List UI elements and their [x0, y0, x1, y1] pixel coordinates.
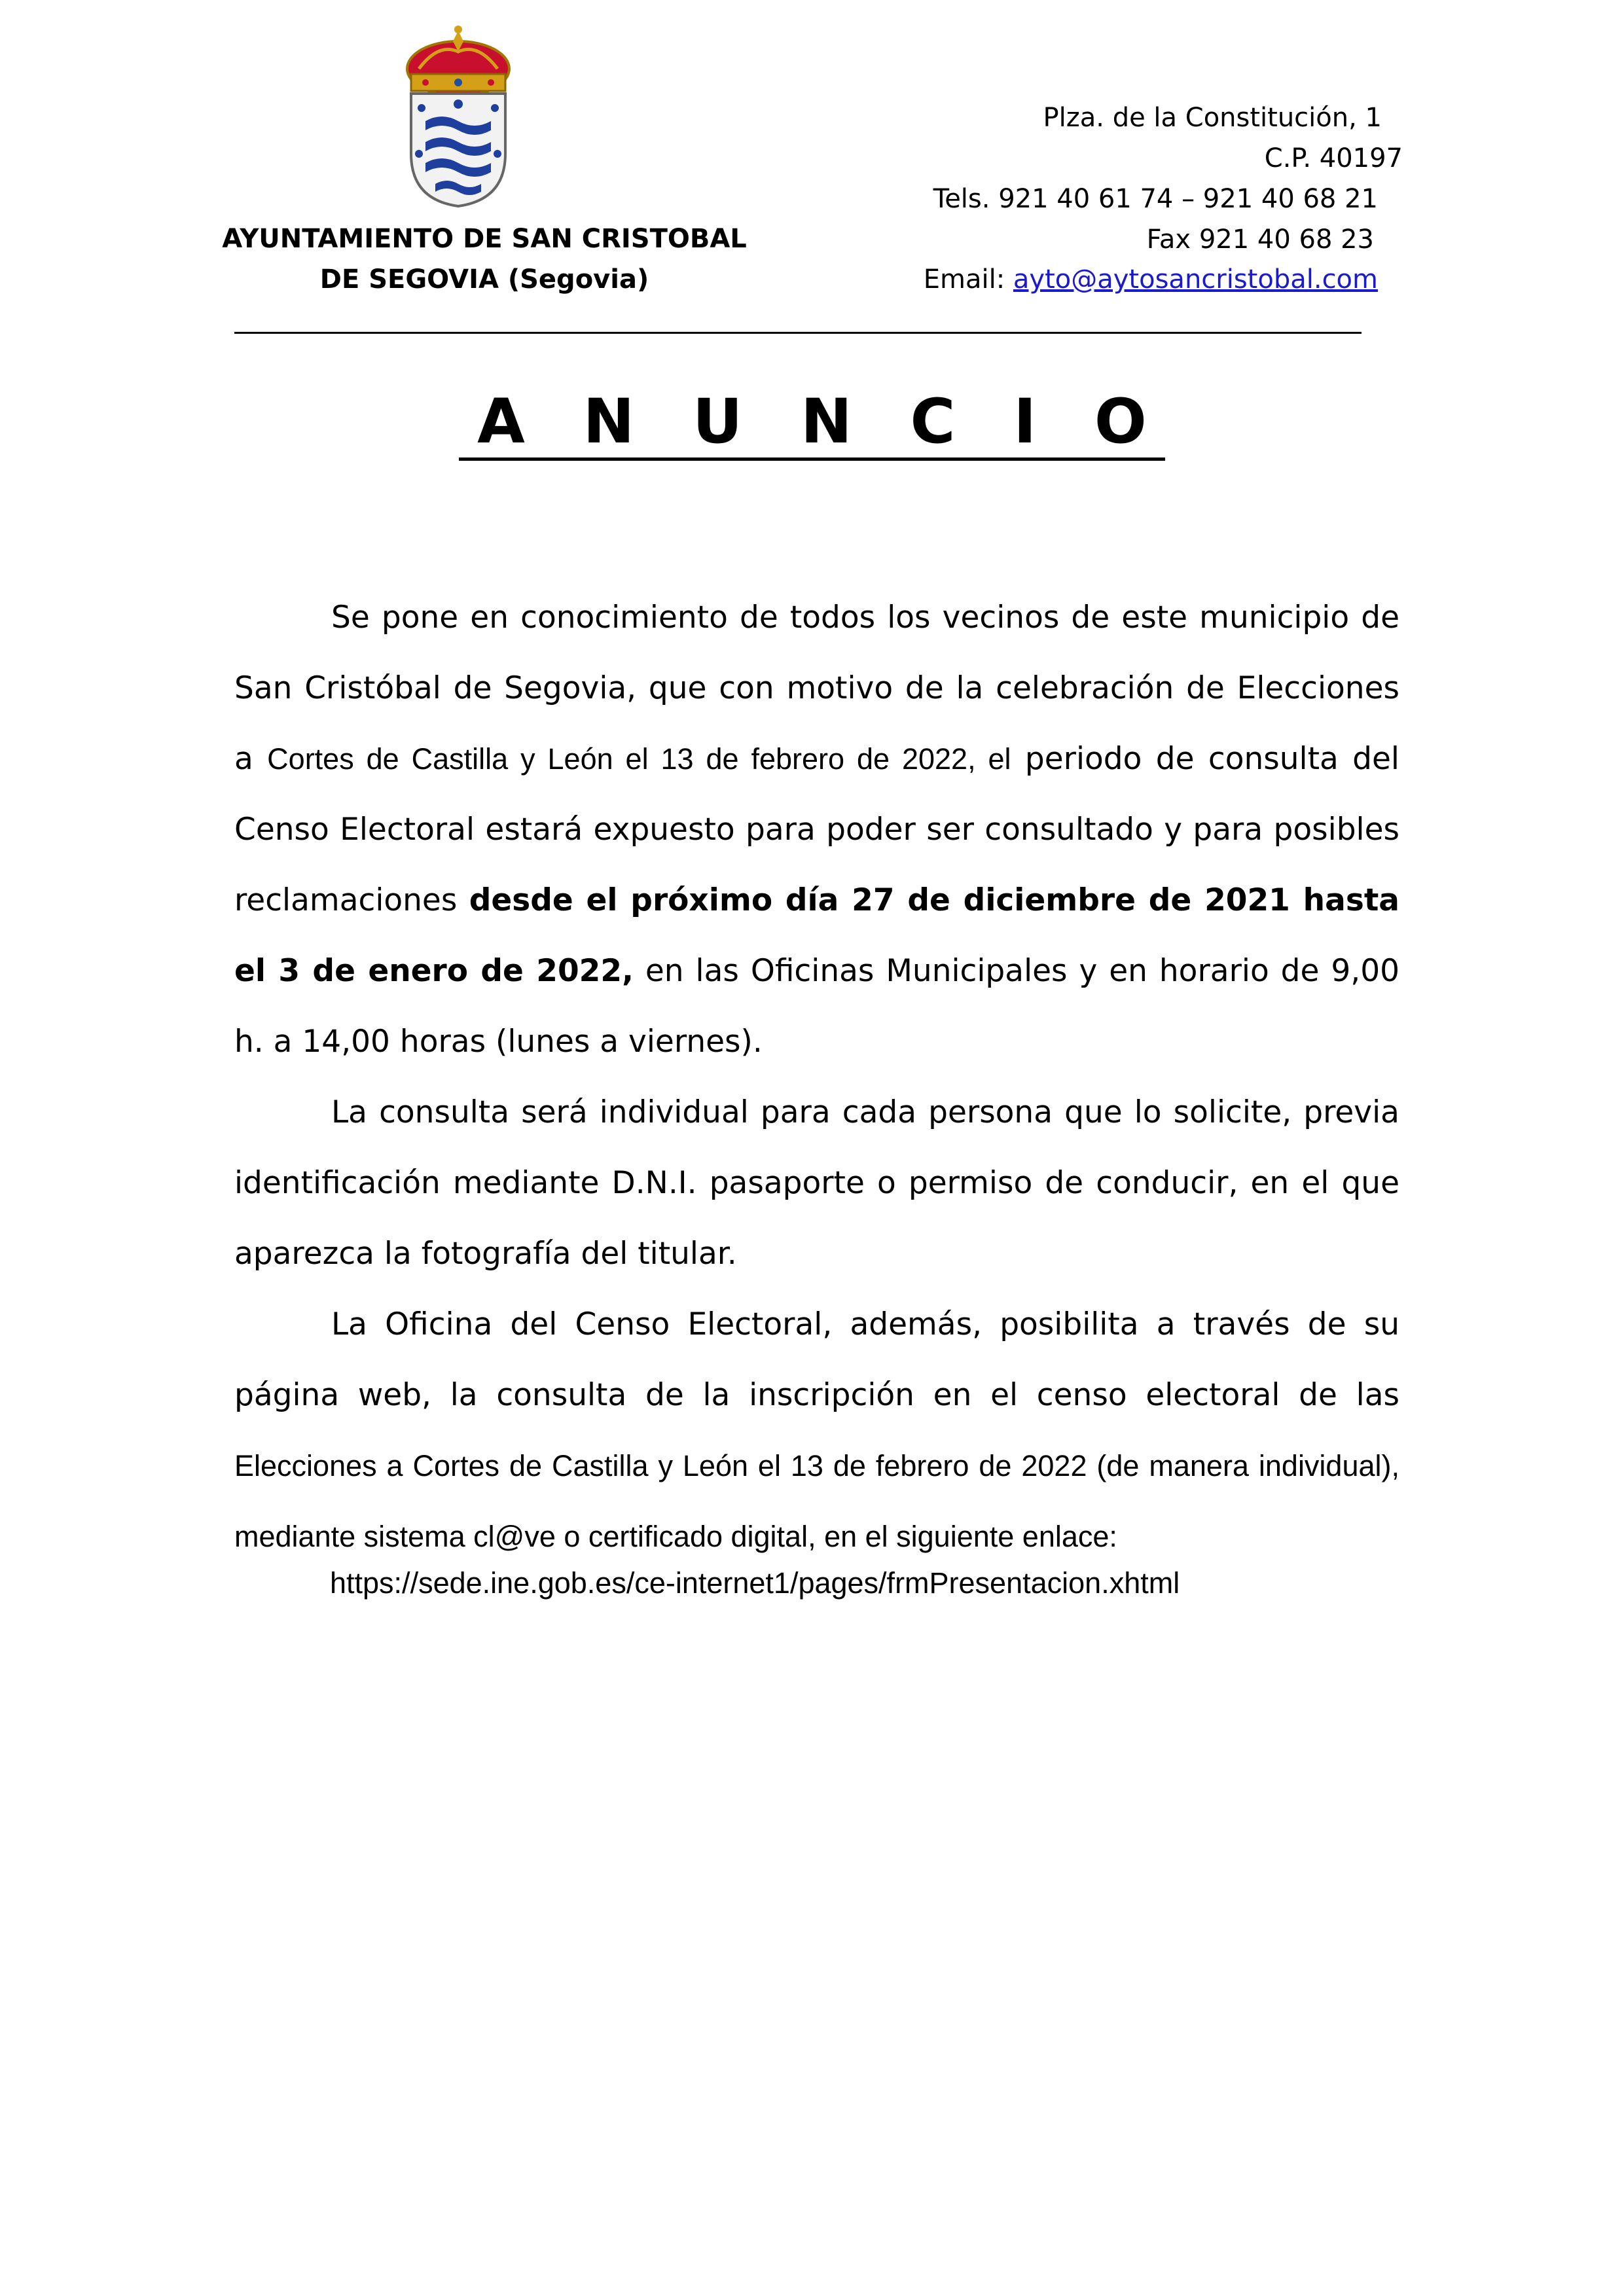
paragraph-1-text-d: en las Oficinas Municipales y en horario de 9,00 h. a 14,00 horas (lunes a viernes). [234, 953, 1399, 1060]
paragraph-2: La consulta será individual para cada persona que lo solicite, previa identificación mediante D.N.I. pasaporte o permiso de conducir, en el que aparezca la fotografía del titular. [234, 1094, 1399, 1272]
email-line [924, 260, 1378, 299]
paragraph-1-text-c: periodo de consulta del Censo Electoral estará expuesto para poder ser consultado y para posibles reclamaciones [234, 741, 1399, 918]
postal-code: C.P. 40197 [1264, 143, 1403, 173]
paragraph-3 [234, 1289, 1399, 1572]
ine-link[interactable]: https://sede.ine.gob.es/ce-internet1/pages/frmPresentacion.xhtml [330, 1566, 1180, 1600]
paragraph-1 [234, 583, 1399, 1077]
paragraph-1-dates: desde el próximo día 27 de diciembre de 2021 hasta el 3 de enero de 2022, [234, 882, 1400, 989]
paragraph-3-text-b: Elecciones a Cortes de Castilla y León el 13 de febrero de 2022 (de manera individual), mediante sistema cl@ve o certificado digital, en el siguiente enlace: [234, 1449, 1399, 1553]
org-name-line1: AYUNTAMIENTO DE SAN CRISTOBAL [222, 224, 747, 254]
phone-numbers: Tels. 921 40 61 74 – 921 40 68 21 [933, 184, 1378, 214]
email-link[interactable]: ayto@aytosancristobal.com [1013, 264, 1378, 295]
email-label: Email: [923, 264, 1013, 295]
paragraph-1-text-a: Se pone en conocimiento de todos los vecinos de este municipio de San Cristóbal de Segovia, que con motivo de la celebración de Elecciones a [234, 600, 1399, 777]
org-name-line2: DE SEGOVIA (Segovia) [319, 264, 649, 295]
paragraph-3-text-a: La Oficina del Censo Electoral, además, posibilita a través de su página web, la consulta de la inscripción en el censo electoral de las [234, 1306, 1399, 1413]
announcement-body [234, 583, 1399, 1572]
address-street: Plza. de la Constitución, 1 [1043, 103, 1382, 133]
header-divider [234, 332, 1362, 334]
title-text: A N U N C I O [459, 386, 1165, 461]
paragraph-1-text-b: Cortes de Castilla y León el 13 de febrero de 2022, el [267, 742, 1011, 776]
page-title [0, 383, 1624, 461]
fax-number: Fax 921 40 68 23 [1146, 224, 1374, 255]
municipal-coat-of-arms-icon [399, 23, 517, 209]
